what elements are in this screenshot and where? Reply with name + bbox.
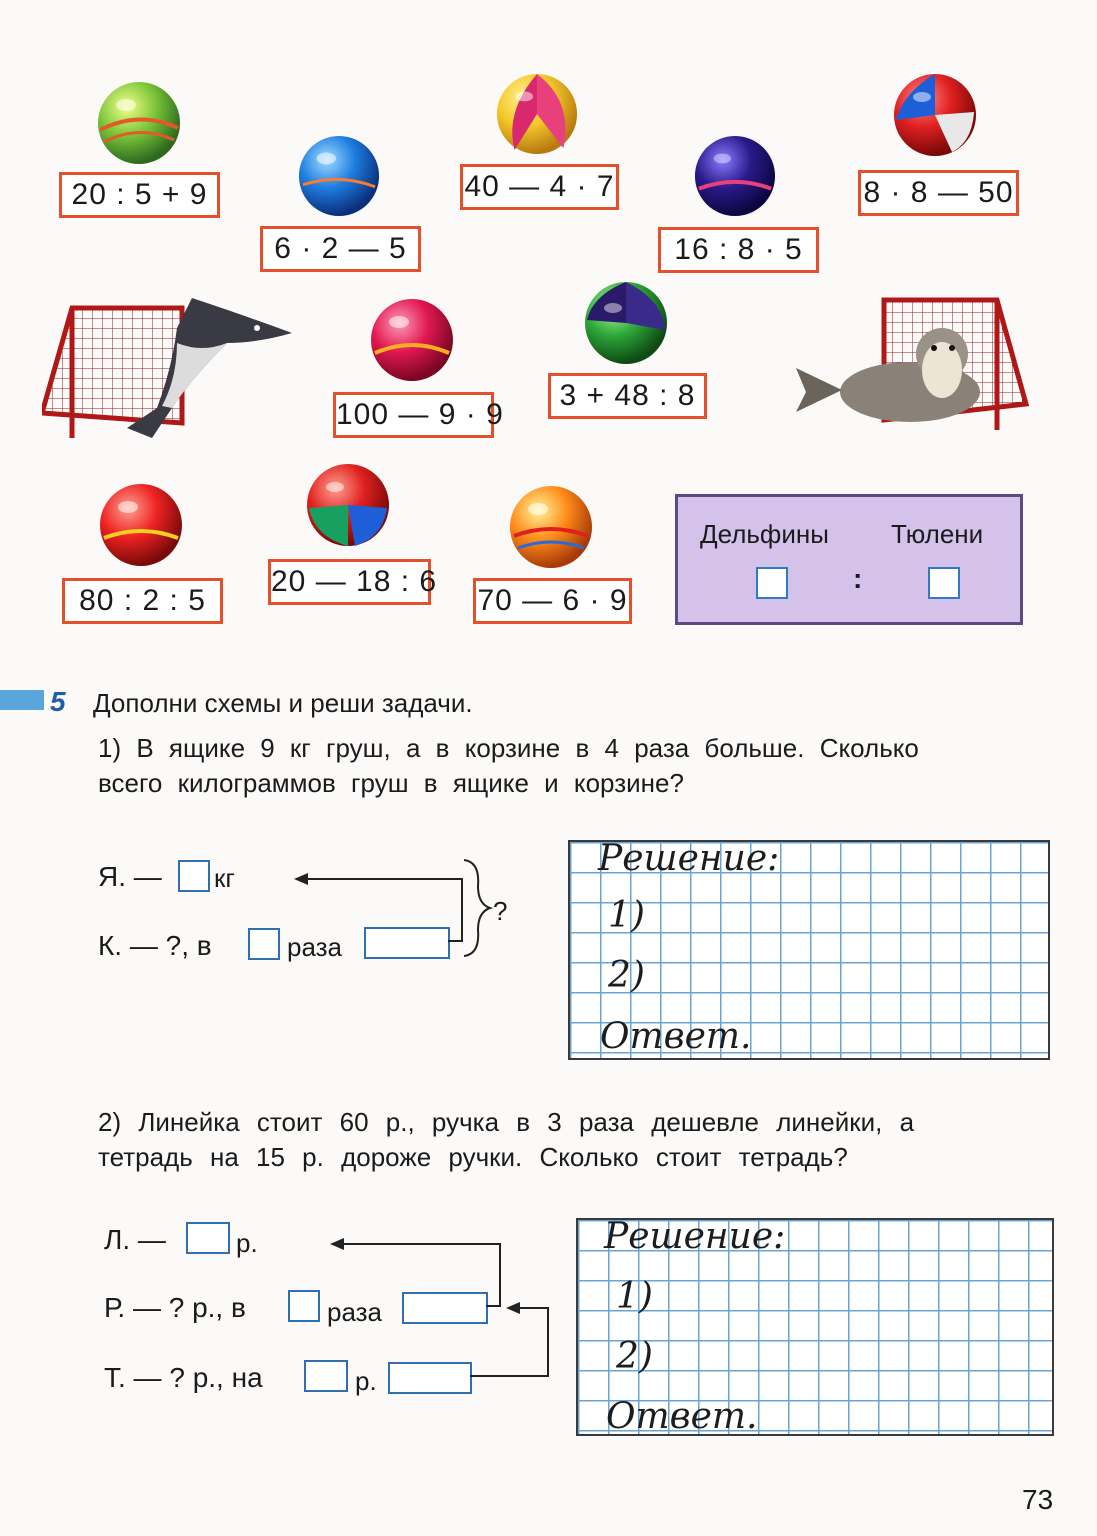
problem2-text: 2) Линейка стоит 60 р., ручка в 3 раза дешевле линейки, а [98,1107,915,1137]
dolphins-score-box[interactable] [756,567,788,599]
expression-box: 6 · 2 — 5 [260,226,421,272]
solution-answer-2: Ответ. [606,1396,758,1437]
expression-box: 20 — 18 : 6 [268,559,431,605]
problem1-text: 1) В ящике 9 кг груш, а в корзине в 4 раза больше. Сколько [98,733,919,763]
solution-step1-1: 1) [608,895,645,936]
solution-step1-2: 1) [616,1276,653,1317]
problem1-text: всего килограммов груш в ящике и корзине? [98,768,684,798]
seal-goal-illustration [792,292,1030,434]
page-number: 73 [1022,1484,1054,1515]
task-number: 5 [50,686,66,717]
scheme1-unit-times: раза [287,932,343,962]
seals-score-box[interactable] [928,567,960,599]
scheme1-times-input[interactable] [248,928,280,960]
solution-step2-2: 2) [616,1336,653,1377]
scheme2-arrows [320,1228,560,1388]
seals-label: Тюлени [891,519,984,549]
solution-answer-1: Ответ. [600,1016,752,1057]
expression-box: 100 — 9 · 9 [333,392,494,438]
scheme1-unit-kg: кг [214,863,235,893]
expression-box: 8 · 8 — 50 [858,170,1019,216]
solution-step2-1: 2) [608,955,645,996]
scheme2-unit-times: раза [327,1297,383,1327]
scheme2-times-input[interactable] [288,1290,320,1322]
ball-pink-yellow [495,72,579,156]
expression-box: 40 — 4 · 7 [460,164,619,210]
solution-title-1: Решение: [598,838,780,879]
score-separator: : [853,563,863,594]
expression-box: 16 : 8 · 5 [658,227,819,273]
expression-box: 3 + 48 : 8 [548,373,707,419]
ball-green-purple [583,280,669,366]
dolphins-label: Дельфины [700,519,829,549]
ball-blue [297,134,381,218]
expression-box: 20 : 5 + 9 [59,172,220,218]
scheme2-ruler-price-input[interactable] [186,1222,230,1254]
solution-title-2: Решение: [604,1216,786,1257]
scheme2-row-notebook: Т. — ? р., на [104,1362,263,1393]
ball-crimson [369,297,455,383]
task-title: Дополни схемы и реши задачи. [93,688,473,718]
scheme1-row-basket: К. — ?, в [98,930,212,961]
ball-dark-purple [693,134,777,218]
problem2-text: тетрадь на 15 р. дороже ручки. Сколько стоит тетрадь? [98,1142,848,1172]
ball-red-blue [892,72,978,158]
scheme1-question-mark: ? [493,896,508,926]
expression-box: 80 : 2 : 5 [62,578,223,624]
ball-red-green [305,462,391,548]
ball-orange [508,484,594,570]
task-marker [0,690,44,710]
dolphin-goal-illustration [42,288,298,444]
ball-red [98,482,184,568]
expression-box: 70 — 6 · 9 [473,578,632,624]
scheme1-arrows [286,852,516,962]
ball-yellow-green [96,80,182,166]
scheme2-unit-rub: р. [236,1228,258,1258]
scheme1-row-box: Я. — [98,861,162,892]
scheme2-row-ruler: Л. — [104,1224,166,1255]
scheme2-unit-rub-2: р. [355,1366,377,1396]
dolphins-seals-score-panel [675,494,1023,625]
scheme1-box-weight-input[interactable] [178,860,210,892]
scheme2-row-pen: Р. — ? р., в [104,1292,246,1323]
